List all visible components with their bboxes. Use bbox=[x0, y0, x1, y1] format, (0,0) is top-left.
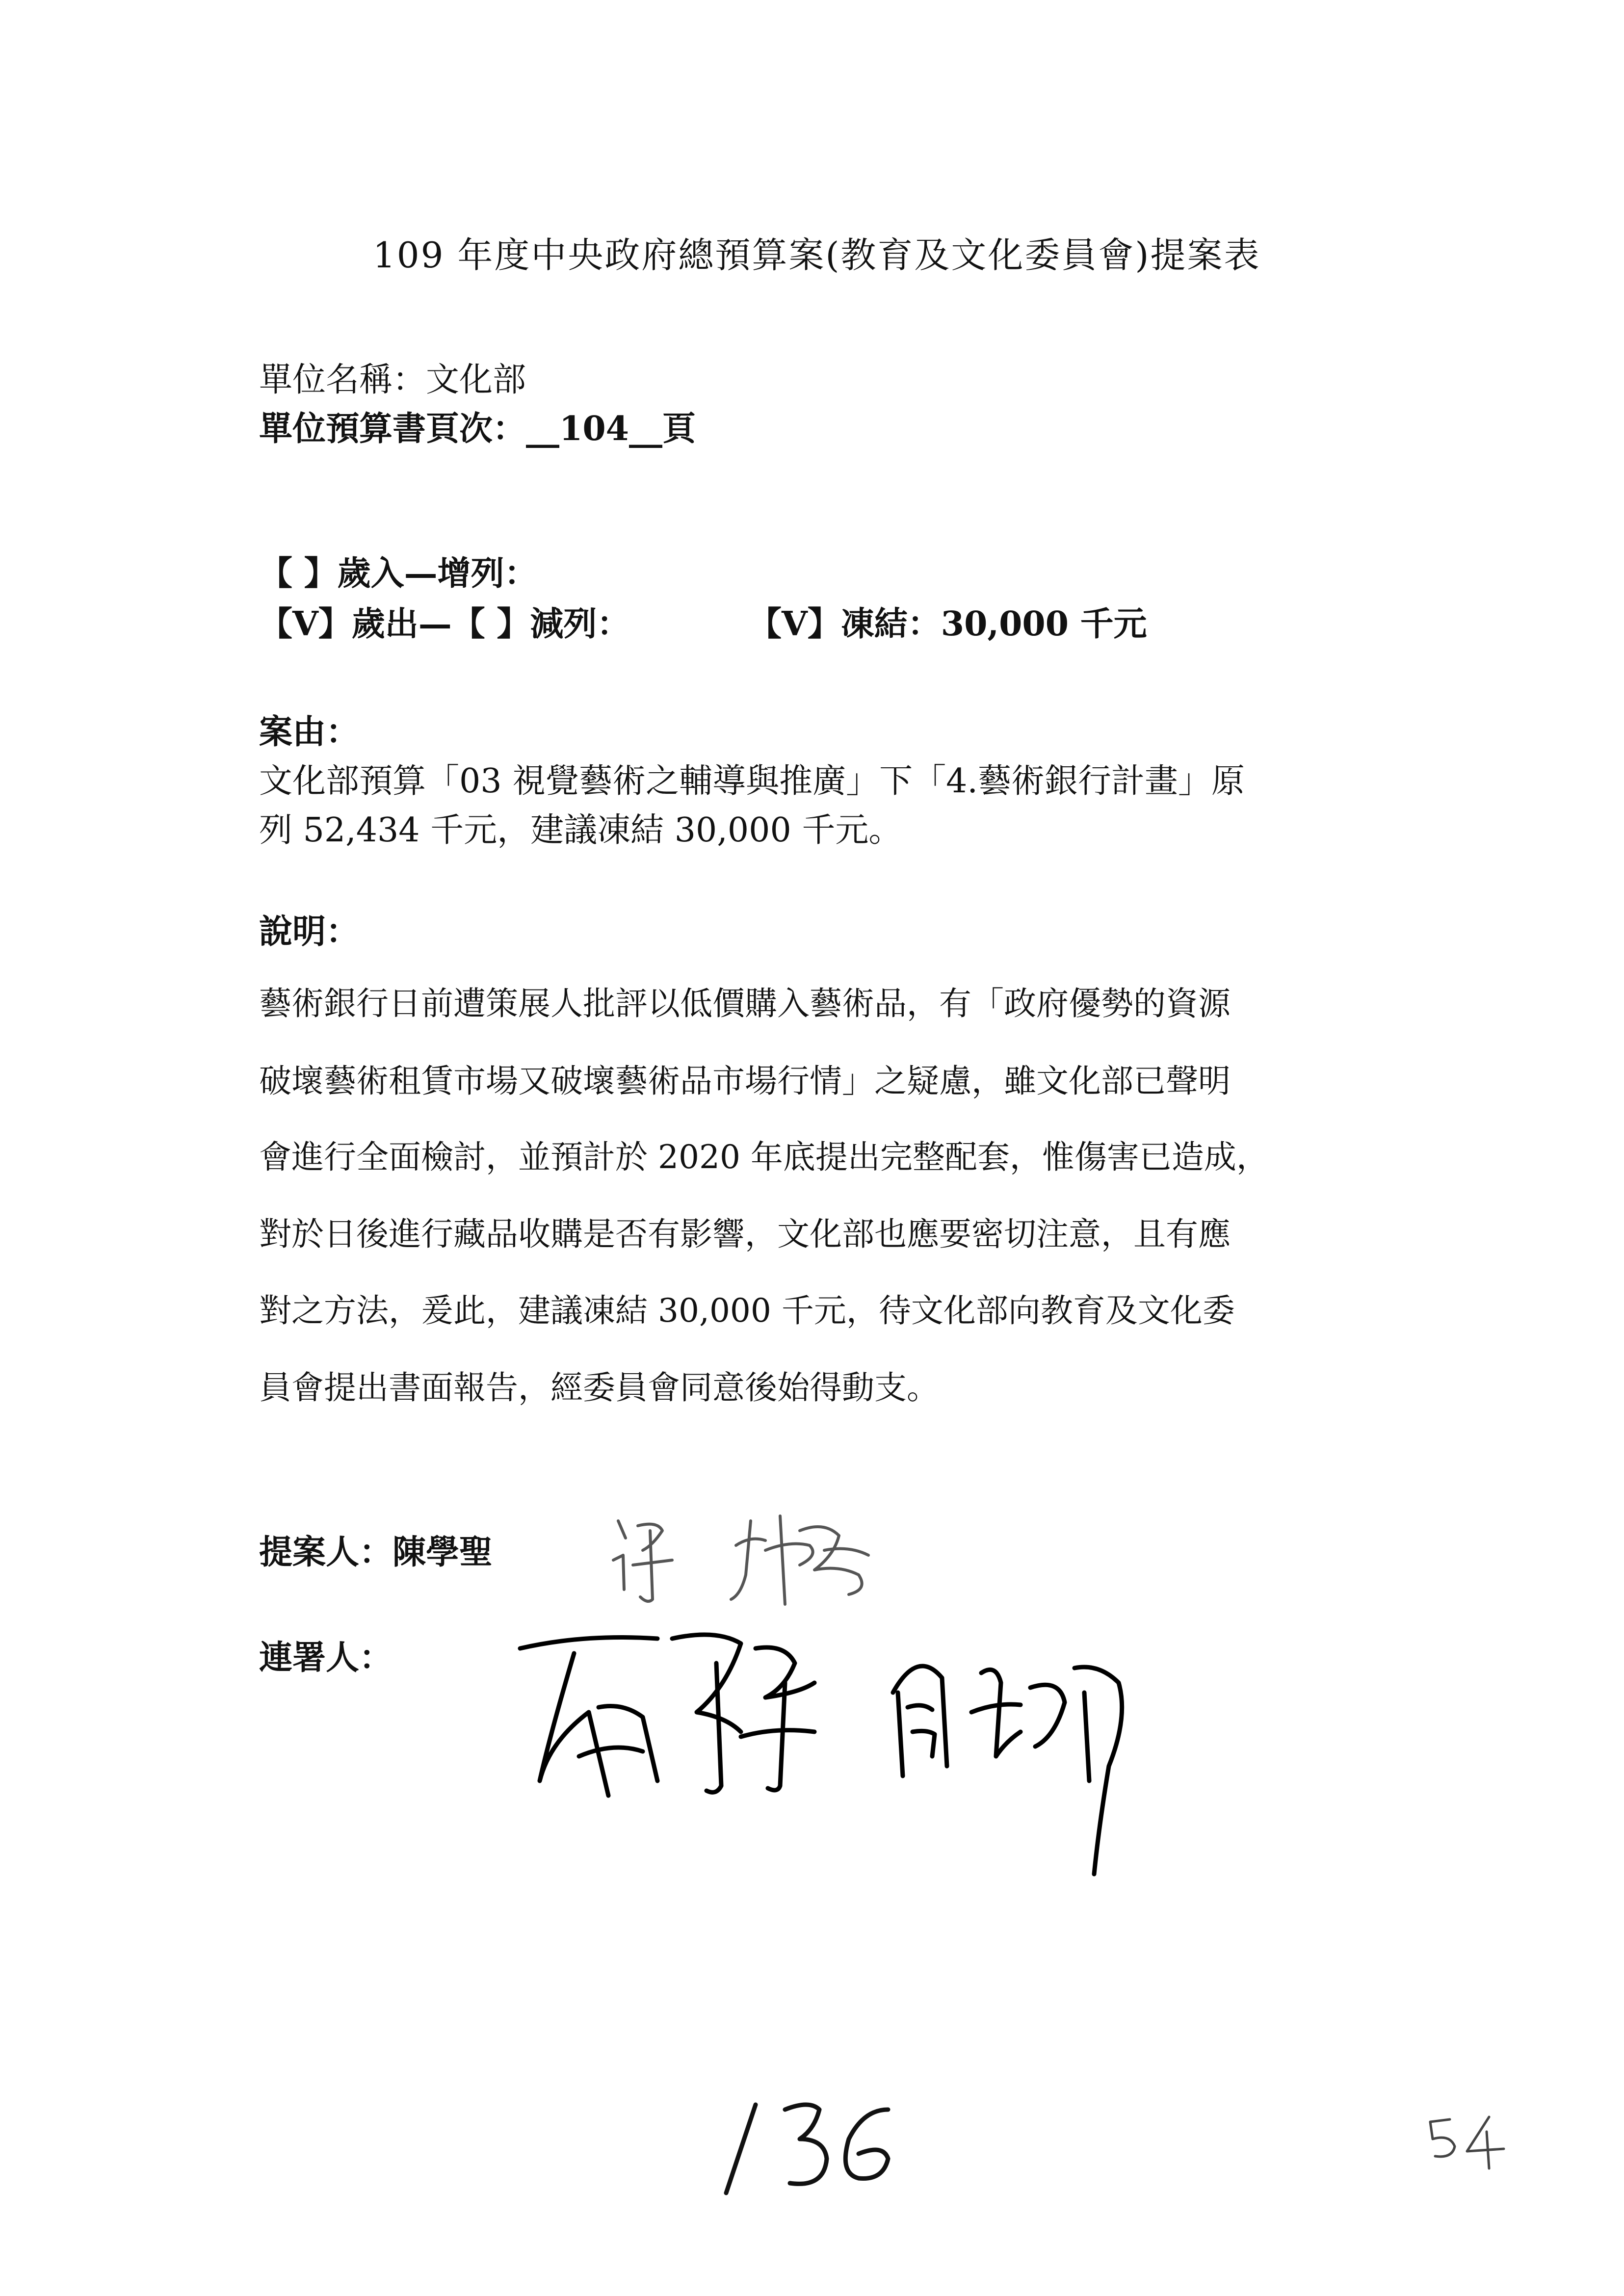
cause-line: 文化部預算「03 視覺藝術之輔導與推廣」下「4.藝術銀行計畫」原 bbox=[259, 762, 1245, 801]
cosigner-label: 連署人： bbox=[259, 1638, 393, 1677]
description-line: 會進行全面檢討，並預計於 2020 年底提出完整配套，惟傷害已造成， bbox=[259, 1138, 1269, 1176]
handwritten-page-number bbox=[716, 2090, 942, 2208]
cause-heading: 案由： bbox=[259, 712, 360, 752]
description-line: 對之方法，爰此，建議凍結 30,000 千元，待文化部向教育及文化委 bbox=[259, 1292, 1235, 1330]
unit-name: 單位名稱：文化部 bbox=[259, 361, 526, 399]
description-line: 員會提出書面報告，經委員會同意後始得動支。 bbox=[259, 1369, 939, 1407]
cosigner-signature bbox=[510, 1619, 1158, 1894]
budget-page-number: 單位預算書頁次：__104__頁 bbox=[259, 409, 696, 448]
handwritten-corner-number bbox=[1420, 2110, 1519, 2173]
description-line: 對於日後進行藏品收購是否有影響，文化部也應要密切注意，且有應 bbox=[259, 1215, 1231, 1253]
description-line: 破壞藝術租賃市場又破壞藝術品市場行情」之疑慮，雖文化部已聲明 bbox=[259, 1062, 1231, 1100]
page-title: 109 年度中央政府總預算案(教育及文化委員會)提案表 bbox=[373, 235, 1261, 276]
revenue-option: 【 】歲入—增列： bbox=[259, 554, 538, 593]
proposer-signature bbox=[603, 1501, 947, 1614]
description-heading: 說明： bbox=[259, 912, 360, 951]
cause-line: 列 52,434 千元，建議凍結 30,000 千元。 bbox=[259, 811, 902, 850]
expenditure-option: 【V】歲出—【 】減列： bbox=[259, 604, 630, 644]
freeze-option: 【V】凍結：30,000 千元 bbox=[748, 604, 1147, 644]
proposer-label: 提案人：陳學聖 bbox=[259, 1533, 493, 1572]
description-line: 藝術銀行日前遭策展人批評以低價購入藝術品，有「政府優勢的資源 bbox=[259, 985, 1231, 1022]
